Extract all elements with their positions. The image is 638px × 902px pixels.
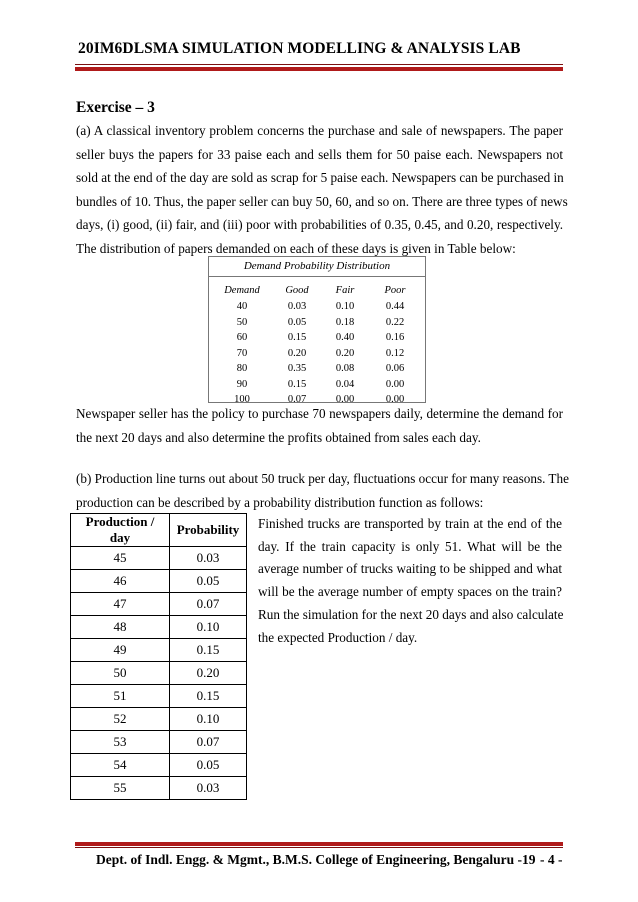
table-cell: 0.07 xyxy=(170,593,247,616)
page-header-title: 20IM6DLSMA SIMULATION MODELLING & ANALYSIS LAB xyxy=(78,40,521,57)
paragraph-line: the next 20 days and also determine the profits obtained from sales each day. xyxy=(76,429,481,445)
table-cell: 0.15 xyxy=(170,639,247,662)
header-rule-thick xyxy=(75,67,563,71)
table-cell: 0.03 xyxy=(170,547,247,570)
table-cell: 0.07 xyxy=(287,394,307,406)
table-cell: 0.16 xyxy=(385,332,405,344)
table-cell: 60 xyxy=(236,332,248,344)
paragraph-line: Newspaper seller has the policy to purchase 70 newspapers daily, determine the demand for xyxy=(76,406,563,421)
table-cell: 46 xyxy=(71,570,170,593)
table-cell: 0.07 xyxy=(170,731,247,754)
table-cell: 90 xyxy=(236,378,248,390)
column-header: Demand xyxy=(224,285,260,296)
table-cell: 0.05 xyxy=(170,570,247,593)
table-cell: 0.20 xyxy=(287,347,307,359)
table-cell: 0.35 xyxy=(287,363,307,375)
part-b-paragraph xyxy=(76,467,569,514)
table-row xyxy=(71,754,247,777)
footer-rule-thick xyxy=(75,842,563,846)
table-header-row xyxy=(71,514,247,547)
table-cell: 50 xyxy=(236,316,248,328)
table-row xyxy=(71,593,247,616)
paragraph-line: days, (i) good, (ii) fair, and (iii) poor with probabilities of 0.35, 0.45, and 0.20, respectively. xyxy=(76,217,563,232)
column-header: Fair xyxy=(335,285,355,296)
footer-rule-thin xyxy=(75,847,563,848)
table-cell: 70 xyxy=(236,347,248,359)
table-cell: 100 xyxy=(234,394,250,406)
table-cell: 0.15 xyxy=(170,685,247,708)
paragraph-line: bundles of 10. Thus, the paper seller can buy 50, 60, and so on. There are three types of news xyxy=(76,193,568,209)
table-cell: 0.20 xyxy=(335,347,355,359)
paragraph-line: the expected Production / day. xyxy=(258,629,418,645)
table-cell: 0.18 xyxy=(335,316,355,328)
table-cell: 52 xyxy=(71,708,170,731)
table-cell: 80 xyxy=(236,363,248,375)
table-cell: 0.04 xyxy=(335,378,355,390)
table-row xyxy=(71,662,247,685)
table-cell: 0.08 xyxy=(335,363,355,375)
table-cell: 0.00 xyxy=(335,394,355,406)
table-cell: 53 xyxy=(71,731,170,754)
table-row xyxy=(213,361,423,377)
paragraph-line: (b) Production line turns out about 50 truck per day, fluctuations occur for many reasons. The xyxy=(76,471,569,486)
production-table xyxy=(70,513,247,800)
table-cell: 0.05 xyxy=(170,754,247,777)
table-row xyxy=(71,639,247,662)
paragraph-line: Run the simulation for the next 20 days and also calculate xyxy=(258,606,564,622)
header-rule-thin xyxy=(75,64,563,65)
table-cell: 48 xyxy=(71,616,170,639)
table-row xyxy=(71,708,247,731)
table-cell: 0.00 xyxy=(385,394,405,406)
table-cell: 0.22 xyxy=(385,316,405,328)
table-row xyxy=(71,616,247,639)
table-row xyxy=(71,547,247,570)
table-row xyxy=(71,685,247,708)
table-cell: 55 xyxy=(71,777,170,800)
table-cell: 47 xyxy=(71,593,170,616)
column-header: Good xyxy=(285,285,309,296)
table-cell: 0.00 xyxy=(385,378,405,390)
table-row xyxy=(71,731,247,754)
table-cell: 0.03 xyxy=(287,301,307,313)
table-cell: 51 xyxy=(71,685,170,708)
table-row xyxy=(213,315,423,331)
table-cell: 54 xyxy=(71,754,170,777)
paragraph-line: average number of trucks waiting to be shipped and what xyxy=(258,561,562,577)
footer-text: Dept. of Indl. Engg. & Mgmt., B.M.S. College of Engineering, Bengaluru -19 xyxy=(96,852,536,867)
table-row xyxy=(213,346,423,362)
demand-table xyxy=(213,282,423,408)
column-header: Probability xyxy=(170,514,247,547)
paragraph-line: will be the average number of empty spaces on the train? xyxy=(258,584,562,600)
table-cell: 45 xyxy=(71,547,170,570)
table-cell: 0.15 xyxy=(287,332,307,344)
table-row xyxy=(71,777,247,800)
paragraph-line: seller buys the papers for 33 paise each and sells them for 50 paise each. Newspapers not xyxy=(76,146,563,162)
table-cell: 0.20 xyxy=(170,662,247,685)
page-number: - 4 - xyxy=(540,852,563,867)
table-cell: 0.10 xyxy=(170,616,247,639)
paragraph-line: day. If the train capacity is only 51. What will be the xyxy=(258,538,562,554)
table-cell: 0.10 xyxy=(335,301,355,313)
paragraph-line: Finished trucks are transported by train at the end of the xyxy=(258,516,562,531)
table-cell: 0.03 xyxy=(170,777,247,800)
table-cell: 40 xyxy=(236,301,248,313)
table-cell: 49 xyxy=(71,639,170,662)
table-cell: 50 xyxy=(71,662,170,685)
demand-distribution-box xyxy=(208,256,426,406)
table-row xyxy=(71,570,247,593)
part-a-paragraph xyxy=(76,119,568,260)
part-b-side-paragraph xyxy=(258,513,562,649)
table-cell: 0.06 xyxy=(385,363,405,375)
table-row xyxy=(213,299,423,315)
table-row xyxy=(213,377,423,393)
table-cell: 0.40 xyxy=(335,332,355,344)
demand-table-rule xyxy=(209,276,425,277)
paragraph-line: The distribution of papers demanded on each of these days is given in Table below: xyxy=(76,240,516,256)
table-cell: 0.10 xyxy=(170,708,247,731)
table-row xyxy=(213,330,423,346)
demand-table-title: Demand Probability Distribution xyxy=(243,260,391,272)
exercise-title: Exercise – 3 xyxy=(76,99,155,116)
paragraph-line: (a) A classical inventory problem concerns the purchase and sale of newspapers. The paper xyxy=(76,123,563,138)
column-header: Production / day xyxy=(71,514,170,547)
part-a-policy-paragraph xyxy=(76,402,563,449)
table-cell: 0.15 xyxy=(287,378,307,390)
table-cell: 0.12 xyxy=(385,347,405,359)
column-header: Poor xyxy=(384,285,406,296)
paragraph-line: production can be described by a probability distribution function as follows: xyxy=(76,494,484,510)
table-header-row xyxy=(213,282,423,299)
table-cell: 0.44 xyxy=(385,301,405,313)
table-cell: 0.05 xyxy=(287,316,307,328)
paragraph-line: sold at the end of the day are sold as scrap for 5 paise each. Newspapers can be purchased in xyxy=(76,170,564,185)
